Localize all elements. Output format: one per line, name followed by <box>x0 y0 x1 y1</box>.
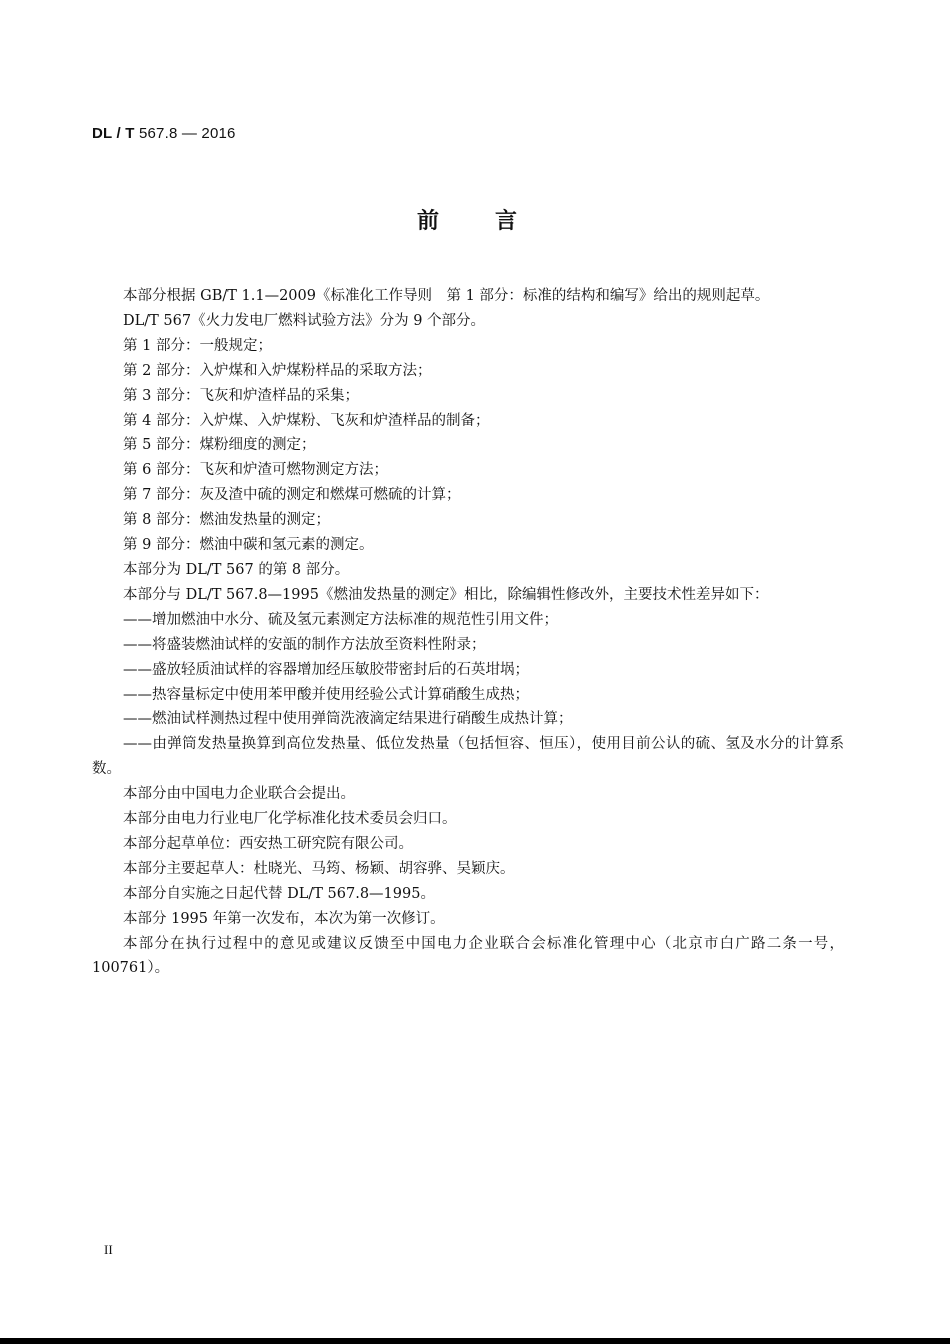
paragraph-drafting-unit: 本部分起草单位：西安热工研究院有限公司。 <box>123 835 413 852</box>
list-item-part-1: 第 1 部分：一般规定； <box>123 337 272 354</box>
list-item-part-2: 第 2 部分：入炉煤和入炉煤粉样品的采取方法； <box>123 362 432 379</box>
difference-item-4: ——热容量标定中使用苯甲酸并使用经验公式计算硝酸生成热； <box>123 686 529 703</box>
difference-item-3: ——盛放轻质油试样的容器增加经压敏胶带密封后的石英坩埚； <box>123 661 529 678</box>
bottom-edge-bar <box>0 1338 950 1344</box>
difference-item-5: ——燃油试样测热过程中使用弹筒洗液滴定结果进行硝酸生成热计算； <box>123 711 573 728</box>
paragraph-feedback: 本部分在执行过程中的意见或建议反馈至中国电力企业联合会标准化管理中心（北京市白广路二条一号，100761）。 <box>92 935 844 977</box>
list-item-part-9: 第 9 部分：燃油中碳和氢元素的测定。 <box>123 537 374 554</box>
list-item-part-3: 第 3 部分：飞灰和炉渣样品的采集； <box>123 387 359 404</box>
paragraph-history: 本部分 1995 年第一次发布，本次为第一次修订。 <box>123 910 445 927</box>
paragraph-series-intro: DL/T 567《火力发电厂燃料试验方法》分为 9 个部分。 <box>123 312 486 329</box>
difference-item-2: ——将盛装燃油试样的安瓿的制作方法放至资料性附录； <box>123 636 486 653</box>
paragraph-managed-by: 本部分由电力行业电厂化学标准化技术委员会归口。 <box>123 811 457 828</box>
list-item-part-8: 第 8 部分：燃油发热量的测定； <box>123 512 330 529</box>
page-title: 前言 <box>416 209 573 234</box>
paragraph-this-part: 本部分为 DL/T 567 的第 8 部分。 <box>123 561 350 578</box>
list-item-part-7: 第 7 部分：灰及渣中硫的测定和燃煤可燃硫的计算； <box>123 487 461 504</box>
difference-item-1: ——增加燃油中水分、硫及氢元素测定方法标准的规范性引用文件； <box>123 611 558 628</box>
paragraph-replaces: 本部分自实施之日起代替 DL/T 567.8—1995。 <box>123 885 435 902</box>
standard-code-header <box>92 125 236 142</box>
paragraph-drafters: 本部分主要起草人：杜晓光、马筠、杨颖、胡容骅、吴颖庆。 <box>123 860 515 877</box>
paragraph-differences-intro: 本部分与 DL/T 567.8—1995《燃油发热量的测定》相比，除编辑性修改外，主要技术性差异如下： <box>123 586 769 603</box>
paragraph-drafting-rules: 本部分根据 GB/T 1.1—2009《标准化工作导则 第 1 部分：标准的结构和编写》给出的规则起草。 <box>123 288 770 304</box>
list-item-part-6: 第 6 部分：飞灰和炉渣可燃物测定方法； <box>123 462 388 479</box>
page-number: II <box>104 1242 113 1257</box>
difference-item-6: ——由弹筒发热量换算到高位发热量、低位发热量（包括恒容、恒压），使用目前公认的硫、氢及水分的计算系数。 <box>92 736 844 778</box>
standard-code-number: 567.8 — 2016 <box>134 125 236 142</box>
paragraph-proposed-by: 本部分由中国电力企业联合会提出。 <box>123 786 355 803</box>
list-item-part-5: 第 5 部分：煤粉细度的测定； <box>123 437 316 454</box>
list-item-part-4: 第 4 部分：入炉煤、入炉煤粉、飞灰和炉渣样品的制备； <box>123 412 490 429</box>
standard-code-separator: / T <box>112 125 135 142</box>
foreword-body <box>92 284 844 981</box>
standard-code-prefix: DL <box>92 125 113 142</box>
